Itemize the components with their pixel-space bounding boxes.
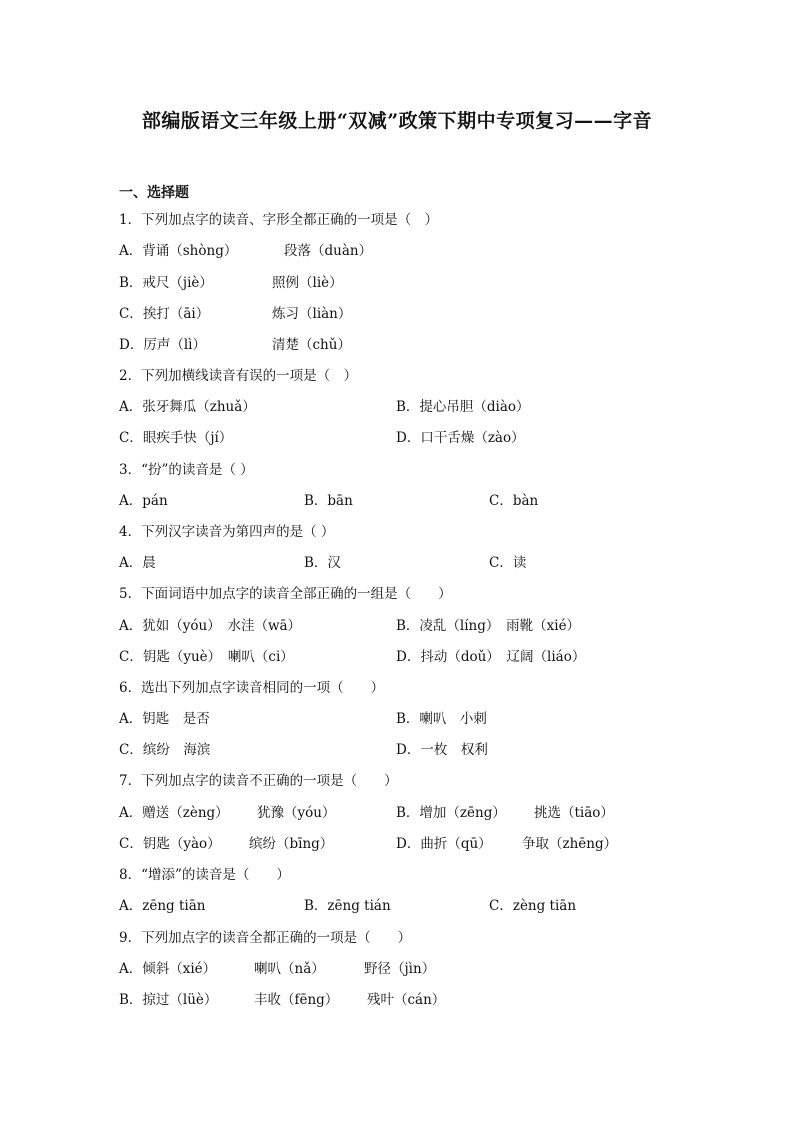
answer-option: A．pán [119, 493, 168, 509]
answer-option: A．晨 [119, 555, 156, 571]
question-stem: 6．选出下列加点字读音相同的一项（ ） [119, 680, 385, 696]
answer-option: 清楚（chǔ） [272, 337, 351, 353]
answer-option: B．zēng tián [304, 898, 391, 914]
answer-option: 丰收（fēng） [254, 992, 339, 1008]
answer-option: B．戒尺（jiè） [119, 275, 213, 291]
answer-option: A．zēng tiān [119, 898, 206, 914]
answer-option: C．zèng tiān [489, 898, 577, 914]
answer-option: B．凌乱（líng） 雨靴（xié） [396, 618, 581, 634]
answer-option: 段落（duàn） [284, 243, 373, 259]
question-stem: 8．“增添”的读音是（ ） [119, 867, 290, 883]
answer-option: 残叶（cán） [367, 992, 446, 1008]
answer-option: 争取（zhēng） [522, 836, 618, 852]
answer-option: C．挨打（āi） [119, 306, 210, 322]
answer-option: 缤纷（bīng） [249, 836, 334, 852]
answer-option: C．钥匙（yuè） 喇叭（ci） [119, 649, 294, 665]
answer-option: 犹豫（yóu） [257, 805, 336, 821]
answer-option: D．一枚 权利 [396, 742, 488, 758]
answer-option: C．读 [489, 555, 527, 571]
answer-option: B．增加（zēng） [396, 805, 506, 821]
answer-option: B．汉 [304, 555, 341, 571]
answer-option: 野径（jìn） [364, 961, 436, 977]
answer-option: C．缤纷 海滨 [119, 742, 211, 758]
answer-option: A．张牙舞瓜（zhuǎ） [119, 399, 256, 415]
answer-option: A．钥匙 是否 [119, 711, 210, 727]
answer-option: B．喇叭 小刺 [396, 711, 487, 727]
question-stem: 5．下面词语中加点字的读音全部正确的一组是（ ） [119, 586, 452, 602]
section-heading: 一、选择题 [119, 185, 189, 201]
answer-option: D．曲折（qū） [396, 836, 492, 852]
answer-option: B．bān [304, 493, 353, 509]
answer-option: A．倾斜（xié） [119, 961, 217, 977]
answer-option: D．抖动（doǔ） 辽阔（liáo） [396, 649, 586, 665]
answer-option: C．钥匙（yào） [119, 836, 221, 852]
answer-option: D．厉声（lì） [119, 337, 206, 353]
answer-option: 炼习（liàn） [272, 306, 352, 322]
answer-option: D．口干舌燥（zào） [396, 430, 525, 446]
answer-option: 喇叭（nǎ） [254, 961, 325, 977]
question-stem: 4．下列汉字读音为第四声的是（ ） [119, 524, 335, 540]
question-stem: 1．下列加点字的读音、字形全都正确的一项是（ ） [119, 212, 439, 228]
answer-option: 照例（liè） [272, 275, 343, 291]
answer-option: 挑选（tiāo） [534, 805, 614, 821]
answer-option: A．赠送（zèng） [119, 805, 229, 821]
answer-option: C．bàn [489, 493, 539, 509]
question-stem: 7．下列加点字的读音不正确的一项是（ ） [119, 773, 398, 789]
answer-option: A．背诵（shòng） [119, 243, 238, 259]
question-stem: 9．下列加点字的读音全都正确的一项是（ ） [119, 930, 412, 946]
answer-option: B．提心吊胆（diào） [396, 399, 530, 415]
question-stem: 3．“扮”的读音是（ ） [119, 462, 254, 478]
document-title: 部编版语文三年级上册“双减”政策下期中专项复习——字音 [141, 110, 653, 132]
answer-option: A．犹如（yóu） 水洼（wā） [119, 618, 302, 634]
question-stem: 2．下列加横线读音有误的一项是（ ） [119, 368, 358, 384]
answer-option: C．眼疾手快（jí） [119, 430, 233, 446]
answer-option: B．掠过（lüè） [119, 992, 218, 1008]
